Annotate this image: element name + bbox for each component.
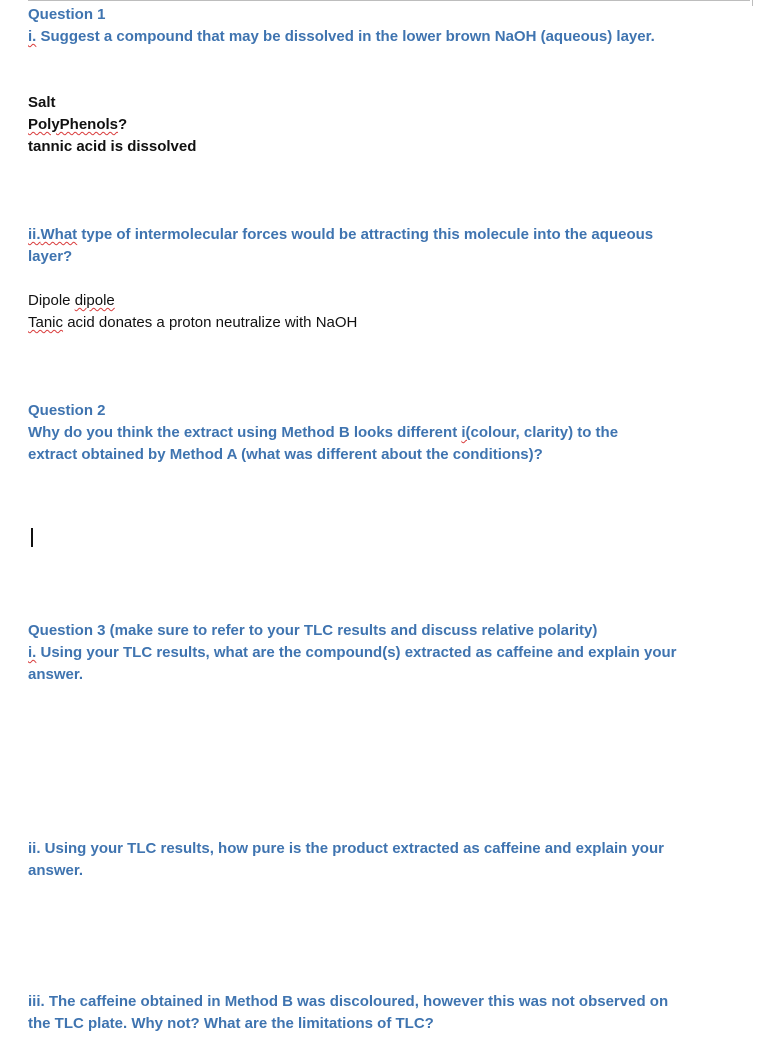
spellcheck-word: PolyPhenols	[28, 116, 119, 133]
answer-1ii-line-2-tail: acid donates a proton neutralize with NaOH	[63, 314, 358, 331]
spellcheck-word: What	[40, 226, 78, 243]
spellcheck-word: i.	[28, 28, 37, 45]
question-2-heading: Question 2	[28, 402, 106, 419]
text-cursor[interactable]	[31, 528, 33, 547]
question-3-part-i-line-1	[28, 642, 677, 664]
question-2-line-1	[28, 422, 618, 444]
question-3-part-iii-line-2: the TLC plate. Why not? What are the limitations of TLC?	[28, 1015, 434, 1032]
spellcheck-word: ii.	[28, 226, 41, 243]
answer-1i-line-2	[28, 114, 127, 136]
question-3-part-iii-line-1: iii. The caffeine obtained in Method B was discoloured, however this was not observed on	[28, 993, 669, 1010]
spellcheck-word: Tanic	[28, 314, 64, 331]
question-1-heading: Question 1	[28, 6, 106, 23]
answer-1ii-line-2	[28, 312, 357, 334]
spellcheck-word: i.	[28, 644, 37, 661]
question-1-part-i	[28, 26, 655, 48]
answer-1i-line-1: Salt	[28, 94, 56, 111]
question-3-part-i-line-2: answer.	[28, 666, 84, 683]
page-corner-mark	[752, 0, 753, 6]
page-top-rule	[28, 0, 750, 1]
question-1-part-ii-line-1	[28, 224, 653, 246]
spellcheck-word: i(	[461, 424, 471, 441]
question-2-line-2: extract obtained by Method A (what was different about the conditions)?	[28, 446, 543, 463]
question-2-line-1-head: Why do you think the extract using Method B looks different	[28, 424, 462, 441]
answer-1ii-line-1-head: Dipole	[28, 292, 75, 309]
spellcheck-word: dipole	[74, 292, 115, 309]
question-3-part-ii-line-1: ii. Using your TLC results, how pure is the product extracted as caffeine and explain your	[28, 840, 664, 857]
answer-1i-line-2-tail: ?	[118, 116, 128, 133]
question-3-part-ii-line-2: answer.	[28, 862, 84, 879]
question-1-part-ii-text: type of intermolecular forces would be attracting this molecule into the aqueous	[77, 226, 654, 243]
question-1-part-ii-line-2: layer?	[28, 248, 73, 265]
question-3-heading: Question 3 (make sure to refer to your TLC results and discuss relative polarity)	[28, 622, 598, 639]
question-2-line-1-tail: colour, clarity) to the	[470, 424, 619, 441]
answer-1i-line-3: tannic acid is dissolved	[28, 138, 197, 155]
question-3-part-i-text: Using your TLC results, what are the compound(s) extracted as caffeine and explain your	[36, 644, 677, 661]
answer-1ii-line-1	[28, 290, 115, 312]
question-1-part-i-text: Suggest a compound that may be dissolved in the lower brown NaOH (aqueous) layer.	[36, 28, 655, 45]
